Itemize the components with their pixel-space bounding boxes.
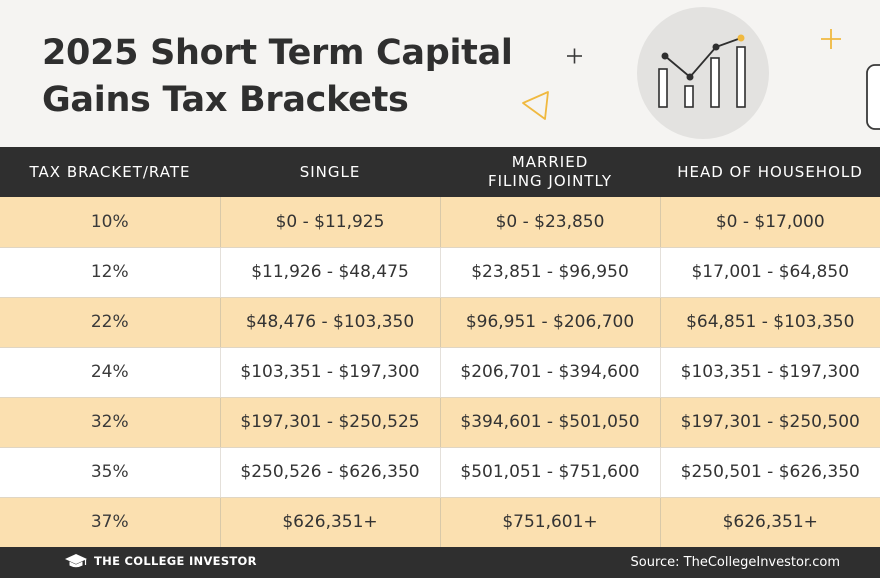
triangle-icon (523, 92, 548, 119)
source-credit: Source: TheCollegeInvestor.com (630, 555, 840, 570)
bar-chart-trend-icon (637, 7, 769, 139)
rate-cell: 12% (0, 247, 220, 297)
rate-cell: 22% (0, 297, 220, 347)
header-single-label: SINGLE (299, 162, 361, 181)
married-jointly-cell: $394,601 - $501,050 (440, 397, 660, 447)
single-cell: $197,301 - $250,525 (220, 397, 440, 447)
brand (64, 553, 257, 569)
married-jointly-cell: $501,051 - $751,600 (440, 447, 660, 497)
single-cell: $626,351+ (220, 497, 440, 547)
table-row (0, 297, 880, 347)
single-cell: $11,926 - $48,475 (220, 247, 440, 297)
rate-cell: 24% (0, 347, 220, 397)
married-jointly-cell: $23,851 - $96,950 (440, 247, 660, 297)
rate-cell: 32% (0, 397, 220, 447)
table-row (0, 347, 880, 397)
page-title-line-1: 2025 Short Term Capital (42, 33, 513, 73)
header-single (220, 147, 440, 197)
table-row (0, 247, 880, 297)
single-cell: $0 - $11,925 (220, 197, 440, 247)
rate-cell: 37% (0, 497, 220, 547)
head-of-household-cell: $64,851 - $103,350 (660, 297, 880, 347)
head-of-household-cell: $197,301 - $250,500 (660, 397, 880, 447)
head-of-household-cell: $626,351+ (660, 497, 880, 547)
page-title-line-2: Gains Tax Brackets (42, 80, 409, 120)
single-cell: $103,351 - $197,300 (220, 347, 440, 397)
married-jointly-cell: $96,951 - $206,700 (440, 297, 660, 347)
brand-name: THE COLLEGE INVESTOR (94, 554, 257, 568)
header-tax-bracket-rate-label: TAX BRACKET/RATE (29, 162, 191, 181)
header-decoration (0, 0, 880, 147)
table-header-row (0, 147, 880, 197)
plus-gold-icon (821, 29, 841, 49)
rate-cell: 10% (0, 197, 220, 247)
single-cell: $250,526 - $626,350 (220, 447, 440, 497)
header-tax-bracket-rate (0, 147, 220, 197)
plus-icon (567, 49, 582, 64)
header-married-label-line-1: MARRIED (511, 153, 589, 171)
table-row (0, 447, 880, 497)
header-married-label-line-2: FILING JOINTLY (487, 172, 612, 190)
decor-frame (867, 65, 880, 129)
table-row (0, 197, 880, 247)
married-jointly-cell: $0 - $23,850 (440, 197, 660, 247)
header (0, 0, 880, 147)
head-of-household-cell: $103,351 - $197,300 (660, 347, 880, 397)
head-of-household-cell: $17,001 - $64,850 (660, 247, 880, 297)
header-head-of-household-label: HEAD OF HOUSEHOLD (677, 162, 863, 181)
header-married-filing-jointly (440, 147, 660, 197)
header-head-of-household (660, 147, 880, 197)
footer (0, 547, 880, 578)
head-of-household-cell: $0 - $17,000 (660, 197, 880, 247)
table-row (0, 397, 880, 447)
rate-cell: 35% (0, 447, 220, 497)
married-jointly-cell: $206,701 - $394,600 (440, 347, 660, 397)
table-row (0, 497, 880, 547)
tax-brackets-table (0, 147, 880, 548)
married-jointly-cell: $751,601+ (440, 497, 660, 547)
graduation-cap-icon (64, 553, 88, 569)
head-of-household-cell: $250,501 - $626,350 (660, 447, 880, 497)
single-cell: $48,476 - $103,350 (220, 297, 440, 347)
